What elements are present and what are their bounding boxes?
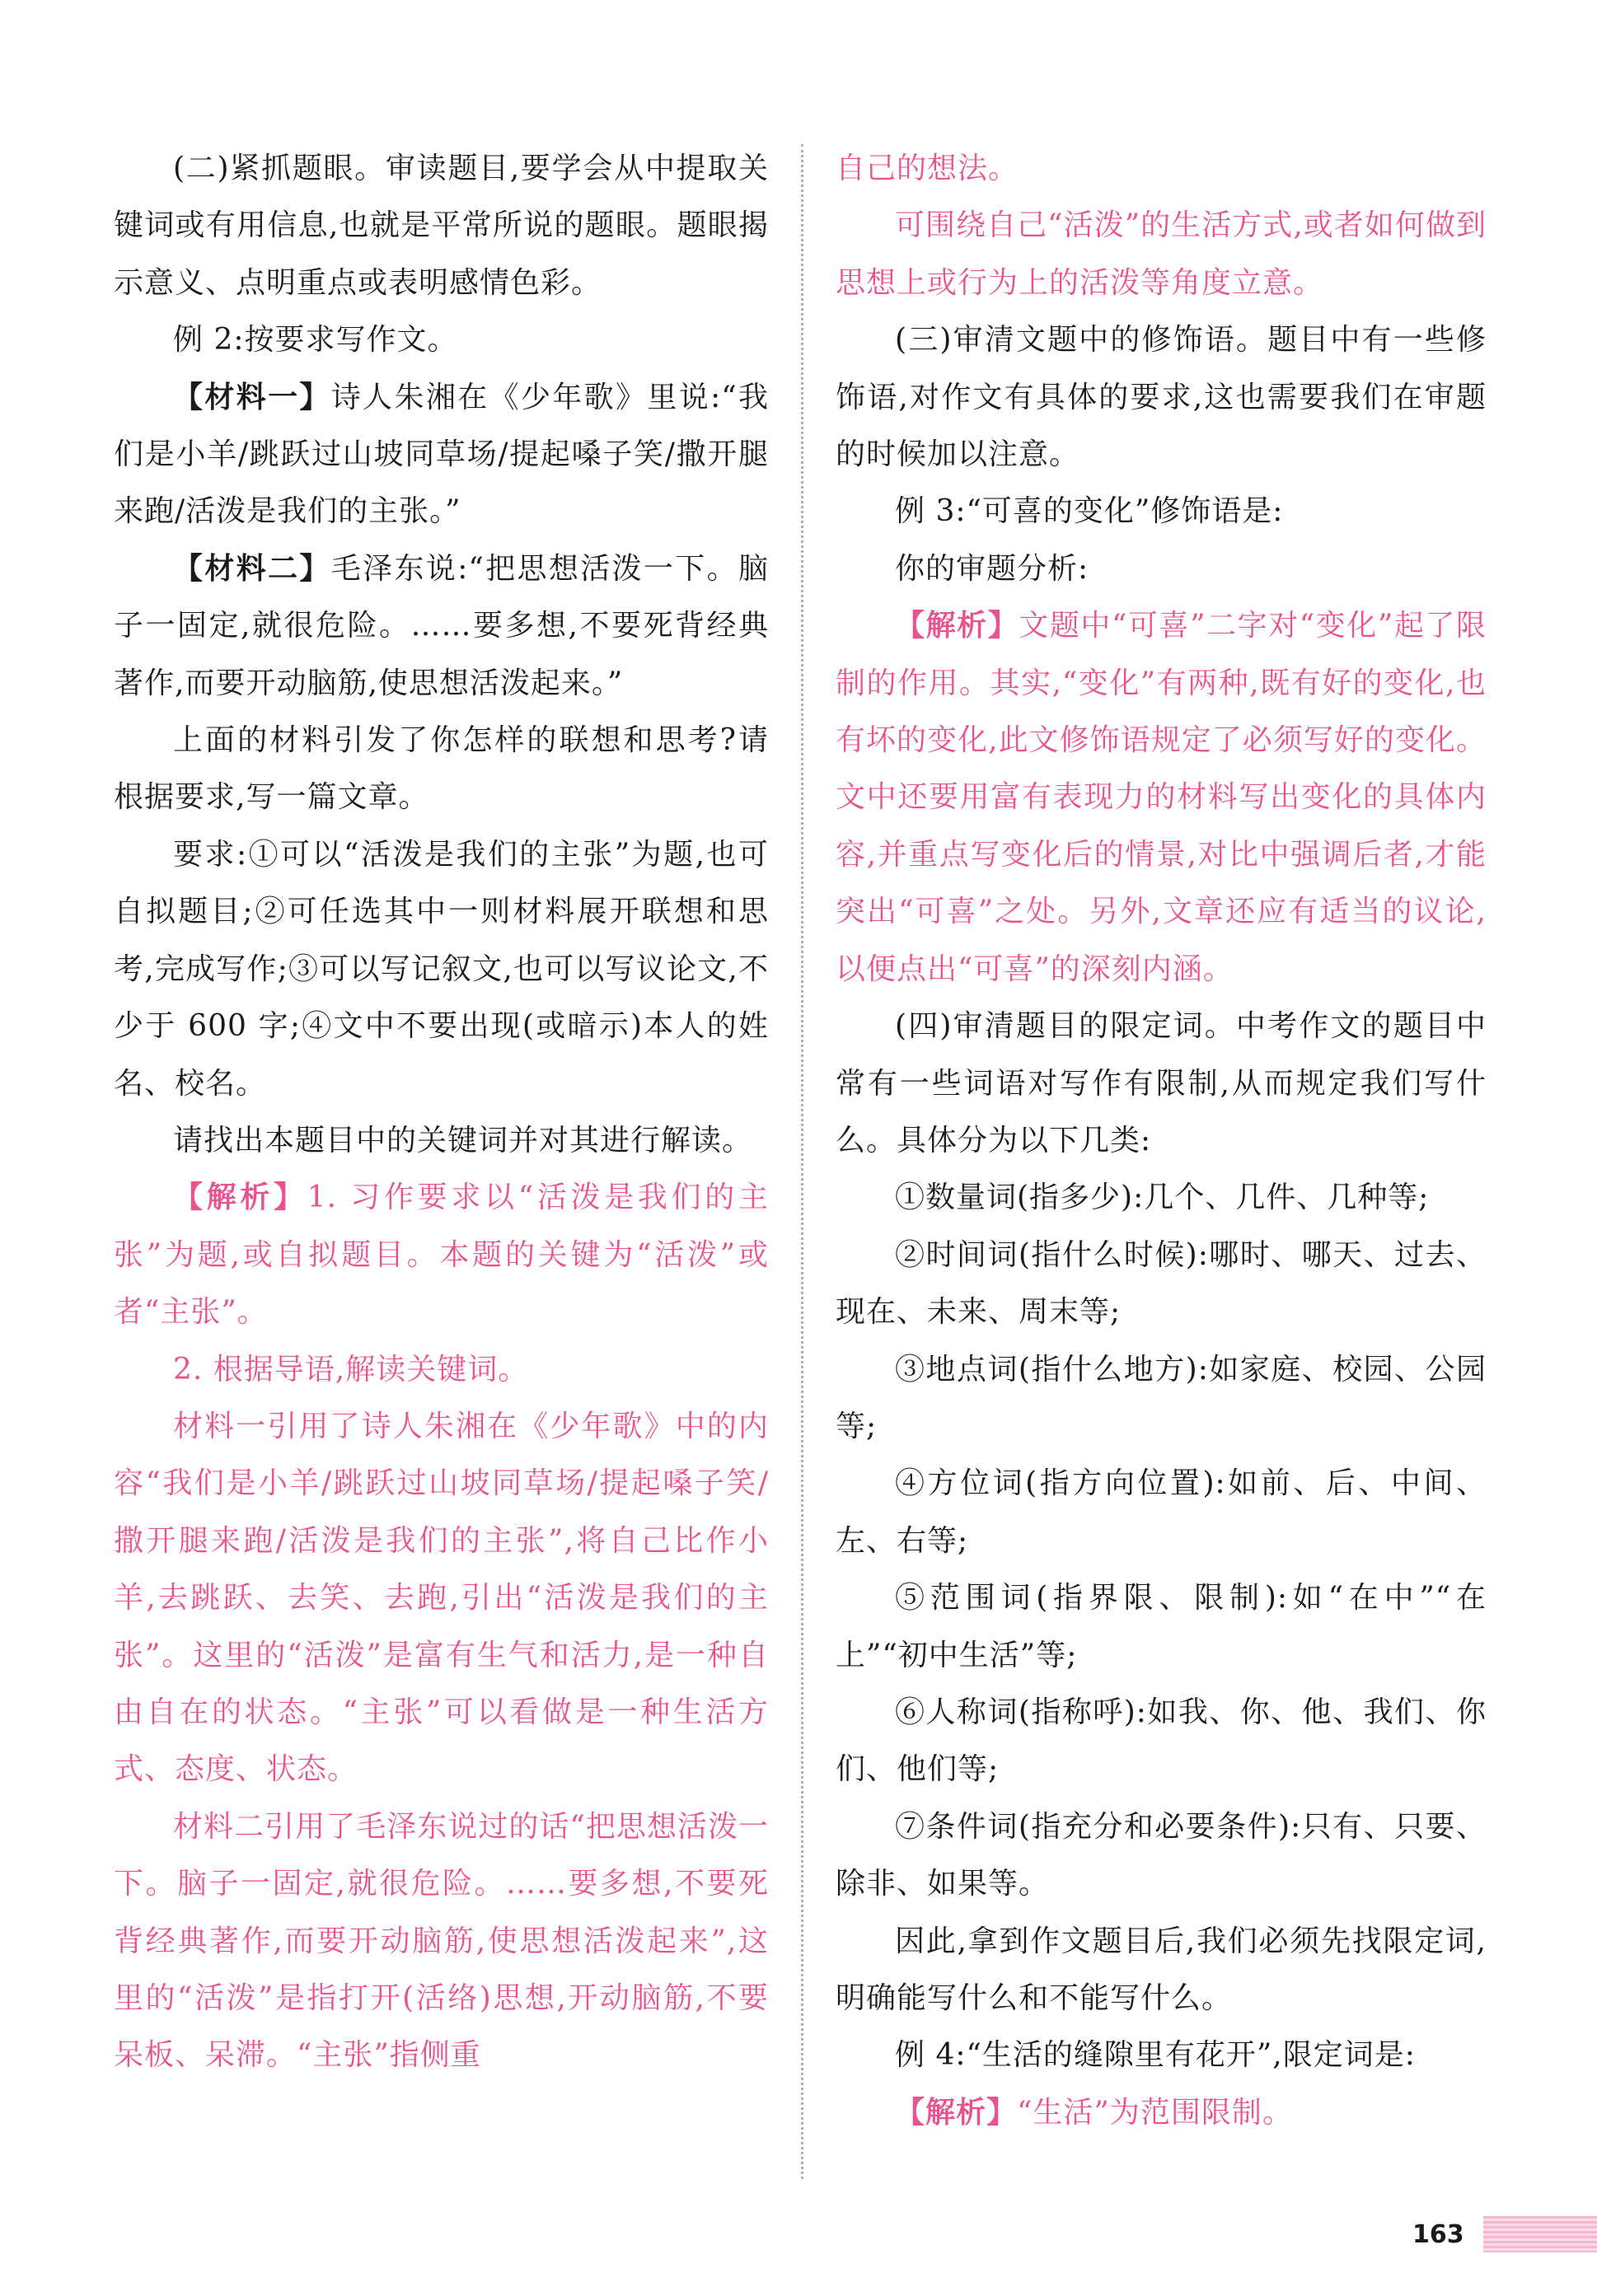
conclusion: 因此,拿到作文题目后,我们必须先找限定词,明确能写什么和不能写什么。 (836, 1924, 1487, 2015)
analysis-1 (114, 1169, 769, 1340)
analysis-example-4 (836, 2084, 1487, 2141)
analysis-example-3 (836, 597, 1487, 998)
task-instruction: 请找出本题目中的关键词并对其进行解读。 (173, 1123, 753, 1157)
analysis-example-4-text: “生活”为范围限制。 (1017, 2095, 1293, 2130)
section-qualifiers: (四)审清题目的限定词。中考作文的题目中常有一些词语对写作有限制,从而规定我们写什么。具体分为以下几类: (836, 1009, 1487, 1157)
your-analysis-label: 你的审题分析: (895, 551, 1089, 586)
analysis-material-two: 材料二引用了毛泽东说过的话“把思想活泼一下。脑子一固定,就很危险。……要多想,不要死背经典著作,而要开动脑筋,使思想活泼起来”,这里的“活泼”是指打开(活络)思想,开动脑筋,不要呆板、呆滞。“主张”指侧重 (114, 1809, 769, 2073)
list-item: ④方位词(指方向位置):如前、后、中间、左、右等; (836, 1466, 1487, 1558)
material-one-tag: 【材料一】 (173, 379, 331, 414)
analysis-1-text: 1. 习作要求以“活泼是我们的主张”为题,或自拟题目。本题的关键为“活泼”或者“主张”。 (114, 1181, 769, 1330)
analysis-angle: 可围绕自己“活泼”的生活方式,或者如何做到思想上或行为上的活泼等角度立意。 (836, 208, 1487, 300)
material-two-text: 毛泽东说:“把思想活泼一下。脑子一固定,就很危险。……要多想,不要死背经典著作,而要开动脑筋,使思想活泼起来。” (114, 551, 769, 700)
material-one (114, 369, 769, 540)
left-column (114, 140, 769, 2084)
requirements: 要求:①可以“活泼是我们的主张”为题,也可自拟题目;②可任选其中一则材料展开联想和思考,完成写作;③可以写记叙文,也可以写议论文,不少于 600 字;④文中不要出现(或暗示)本人的姓名、校名。 (114, 837, 769, 1101)
example-3: 例 3:“可喜的变化”修饰语是: (895, 494, 1284, 529)
list-item: ⑥人称词(指称呼):如我、你、他、我们、你们、他们等; (836, 1695, 1487, 1787)
analysis-tag: 【解析】 (895, 2094, 1018, 2130)
material-one-text: 诗人朱湘在《少年歌》里说:“我们是小羊/跳跃过山坡同草场/提起嗓子笑/撒开腿来跑/活泼是我们的主张。” (114, 380, 769, 529)
section-modifiers: (三)审清文题中的修饰语。题目中有一些修饰语,对作文有具体的要求,这也需要我们在审题的时候加以注意。 (836, 323, 1487, 472)
list-item: ①数量词(指多少):几个、几件、几种等; (895, 1181, 1430, 1215)
right-column (836, 140, 1487, 2141)
analysis-tag: 【解析】 (895, 608, 1019, 643)
list-item: ③地点词(指什么地方):如家庭、校园、公园等; (836, 1352, 1487, 1443)
analysis-example-3-text: 文题中“可喜”二字对“变化”起了限制的作用。其实,“变化”有两种,既有好的变化,也有坏的变化,此文修饰语规定了必须写好的变化。文中还要用富有表现力的材料写出变化的具体内容,并重点写变化后的情景,对比中强调后者,才能突出“可喜”之处。另外,文章还应有适当的议论,以便点出“可喜”的深刻内涵。 (836, 609, 1487, 986)
paragraph-tiyan: (二)紧抓题眼。审读题目,要学会从中提取关键词或有用信息,也就是平常所说的题眼。题眼揭示意义、点明重点或表明感情色彩。 (114, 152, 769, 300)
page-decoration-bar (1483, 2216, 1597, 2252)
list-item: ⑤范围词(指界限、限制):如“在中”“在上”“初中生活”等; (836, 1581, 1487, 1672)
column-divider (801, 144, 803, 2179)
list-item: ②时间词(指什么时候):哪时、哪天、过去、现在、未来、周末等; (836, 1237, 1487, 1330)
page-number: 163 (1412, 2220, 1464, 2249)
material-two-tag: 【材料二】 (173, 550, 331, 586)
analysis-material-one: 材料一引用了诗人朱湘在《少年歌》中的内容“我们是小羊/跳跃过山坡同草场/提起嗓子笑/撒开腿来跑/活泼是我们的主张”,将自己比作小羊,去跳跃、去笑、去跑,引出“活泼是我们的主张”。这里的“活泼”是富有生气和活力,是一种自由自在的状态。“主张”可以看做是一种生活方式、态度、状态。 (114, 1409, 769, 1787)
example-4: 例 4:“生活的缝隙里有花开”,限定词是: (895, 2038, 1416, 2073)
analysis-continued: 自己的想法。 (836, 152, 1019, 185)
prompt-question: 上面的材料引发了你怎样的联想和思考?请根据要求,写一篇文章。 (114, 723, 769, 815)
analysis-tag: 【解析】 (173, 1180, 307, 1215)
material-two (114, 540, 769, 712)
example-2-heading: 例 2:按要求写作文。 (173, 323, 458, 358)
analysis-2: 2. 根据导语,解读关键词。 (173, 1352, 529, 1386)
list-item: ⑦条件词(指充分和必要条件):只有、只要、除非、如果等。 (836, 1809, 1487, 1901)
